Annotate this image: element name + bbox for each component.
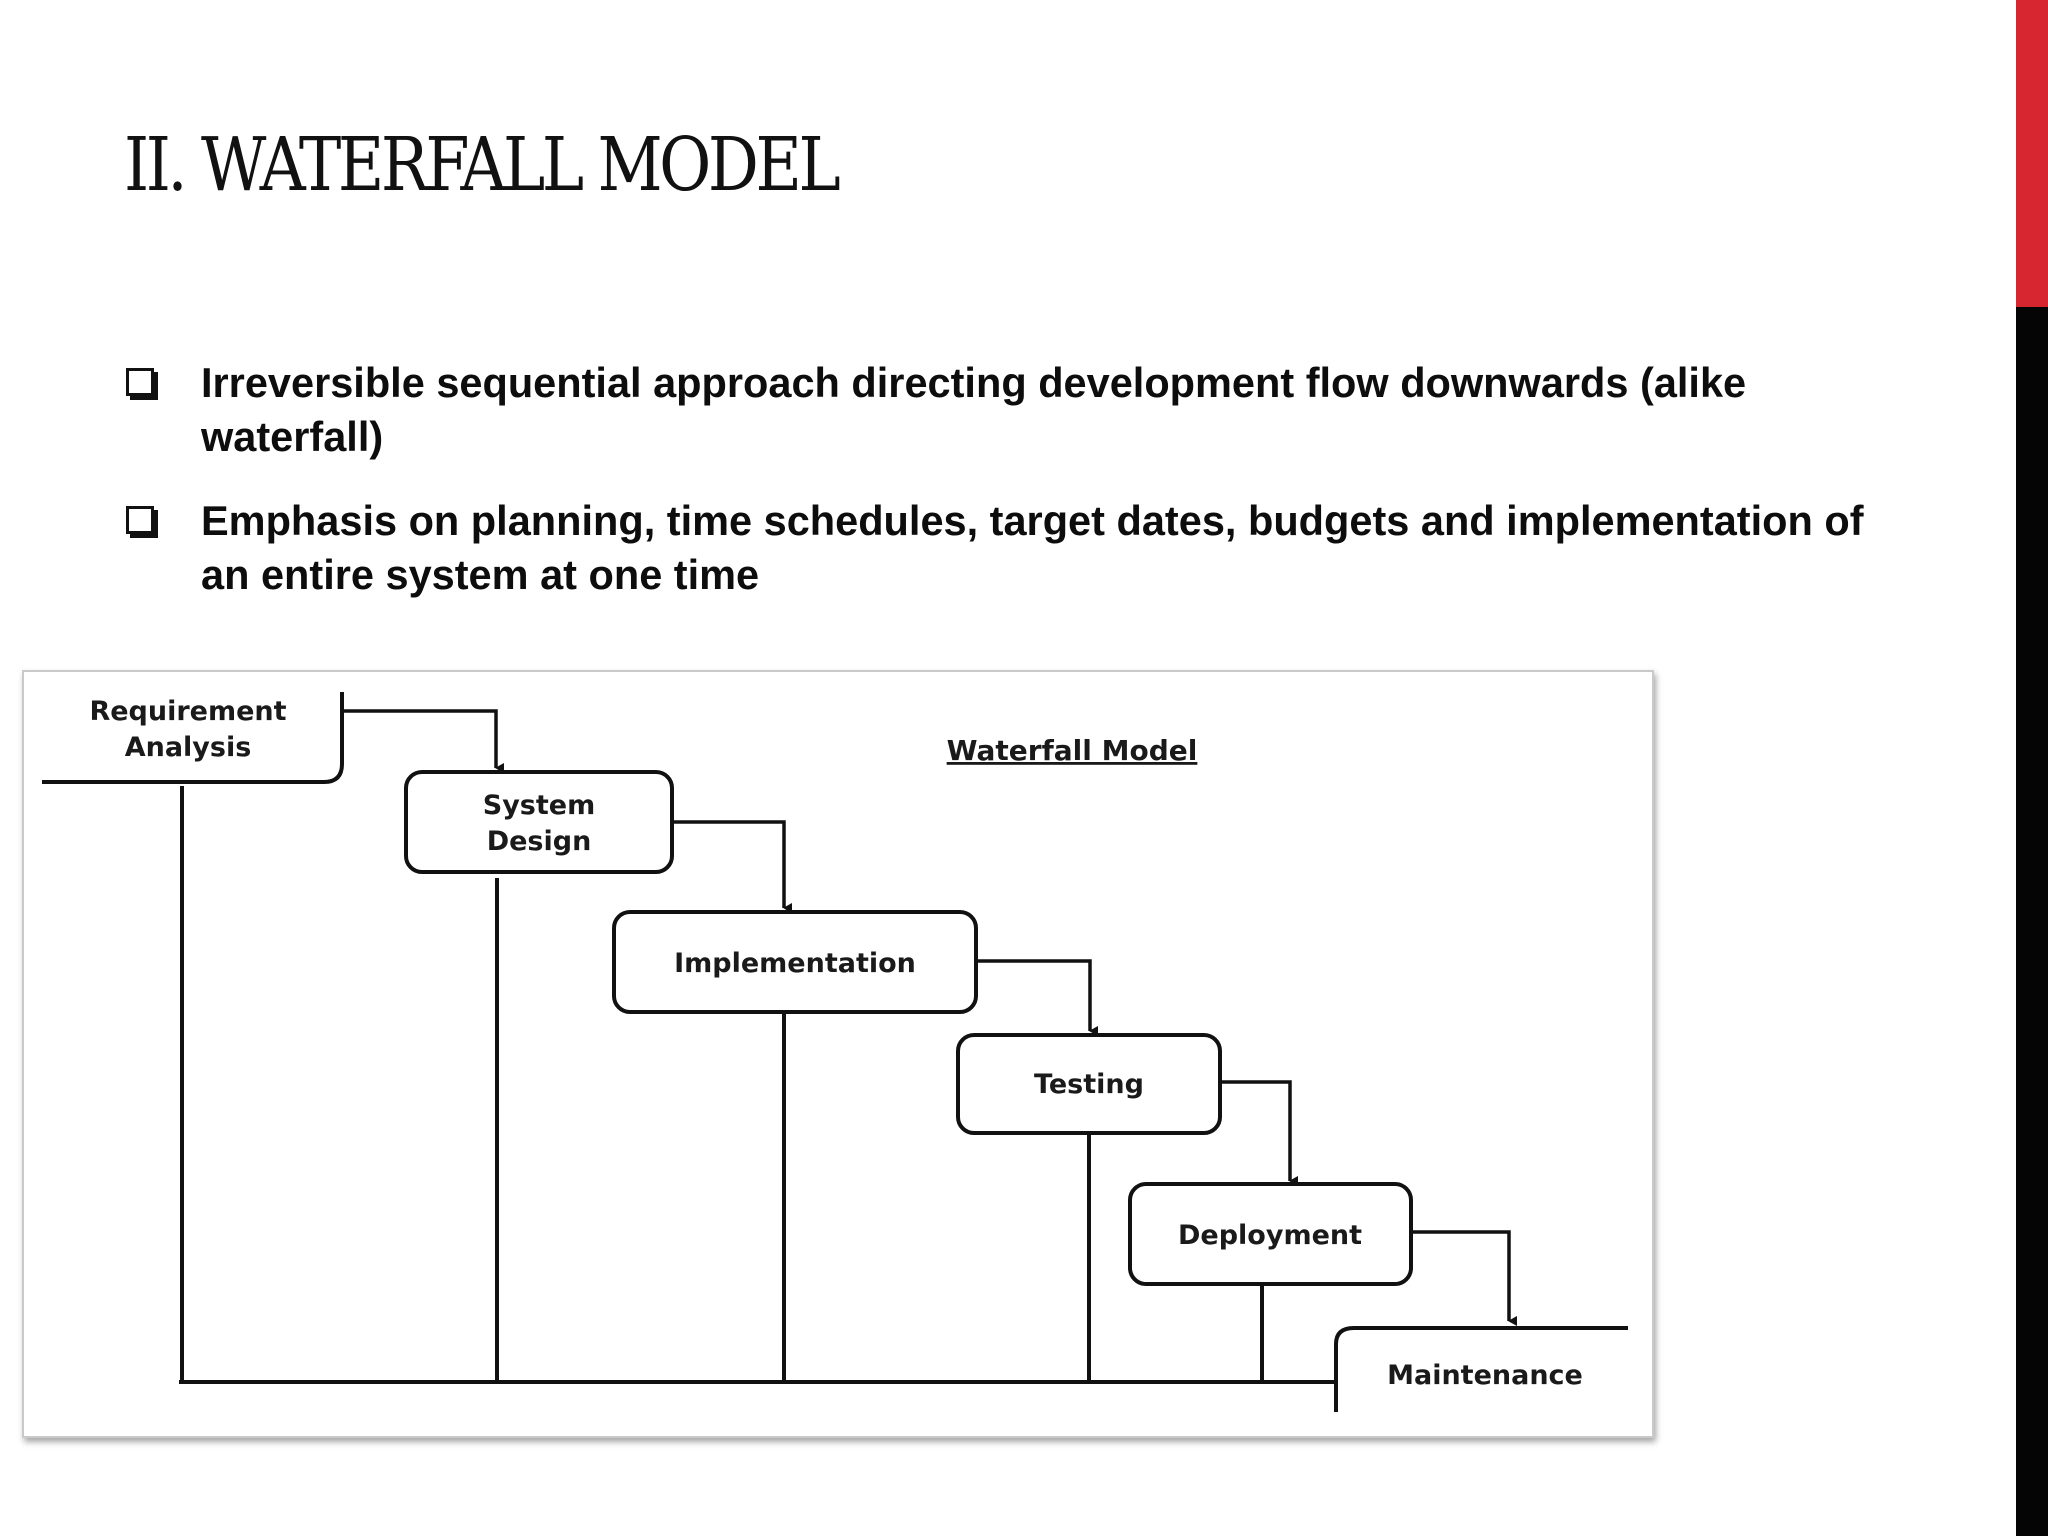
bullet-text: Irreversible sequential approach directing development flow downwards (alike waterfall) [201,359,1747,460]
bullet-text: Emphasis on planning, time schedules, target dates, budgets and implementation of an entire system at one time [201,497,1864,598]
waterfall-diagram-svg [24,672,1652,1436]
checkbox-bullet-icon [126,368,154,396]
stage-label-implementation: Implementation [674,948,916,979]
stage-box-system-design [406,772,672,872]
arrow-design-to-implementation [672,822,784,908]
stage-boxes [42,692,1628,1412]
accent-bar-red [2016,0,2048,307]
stage-label-deployment: Deployment [1177,1220,1363,1251]
arrow-deployment-to-maintenance [1411,1232,1509,1321]
stage-label-testing: Testing [1034,1069,1144,1100]
arrow-requirement-to-design [342,711,496,768]
stage-label-maintenance: Maintenance [1387,1360,1583,1391]
slide-title: II. WATERFALL MODEL [124,122,838,208]
stage-label-requirement-line2: Analysis [124,732,252,763]
waterfall-diagram [22,670,1654,1438]
bullet-item [124,356,1884,464]
stage-label-system-line1: System [482,790,596,821]
diagram-title: Waterfall Model [946,734,1198,767]
arrow-testing-to-deployment [1220,1082,1290,1181]
bullet-item [124,494,1884,602]
stage-label-requirement-line1: Requirement [89,696,287,727]
bullet-list [124,356,1884,632]
checkbox-bullet-icon [126,506,154,534]
arrow-implementation-to-testing [976,961,1090,1031]
side-bar-dark [2016,307,2048,1536]
stage-label-system-line2: Design [486,826,592,857]
